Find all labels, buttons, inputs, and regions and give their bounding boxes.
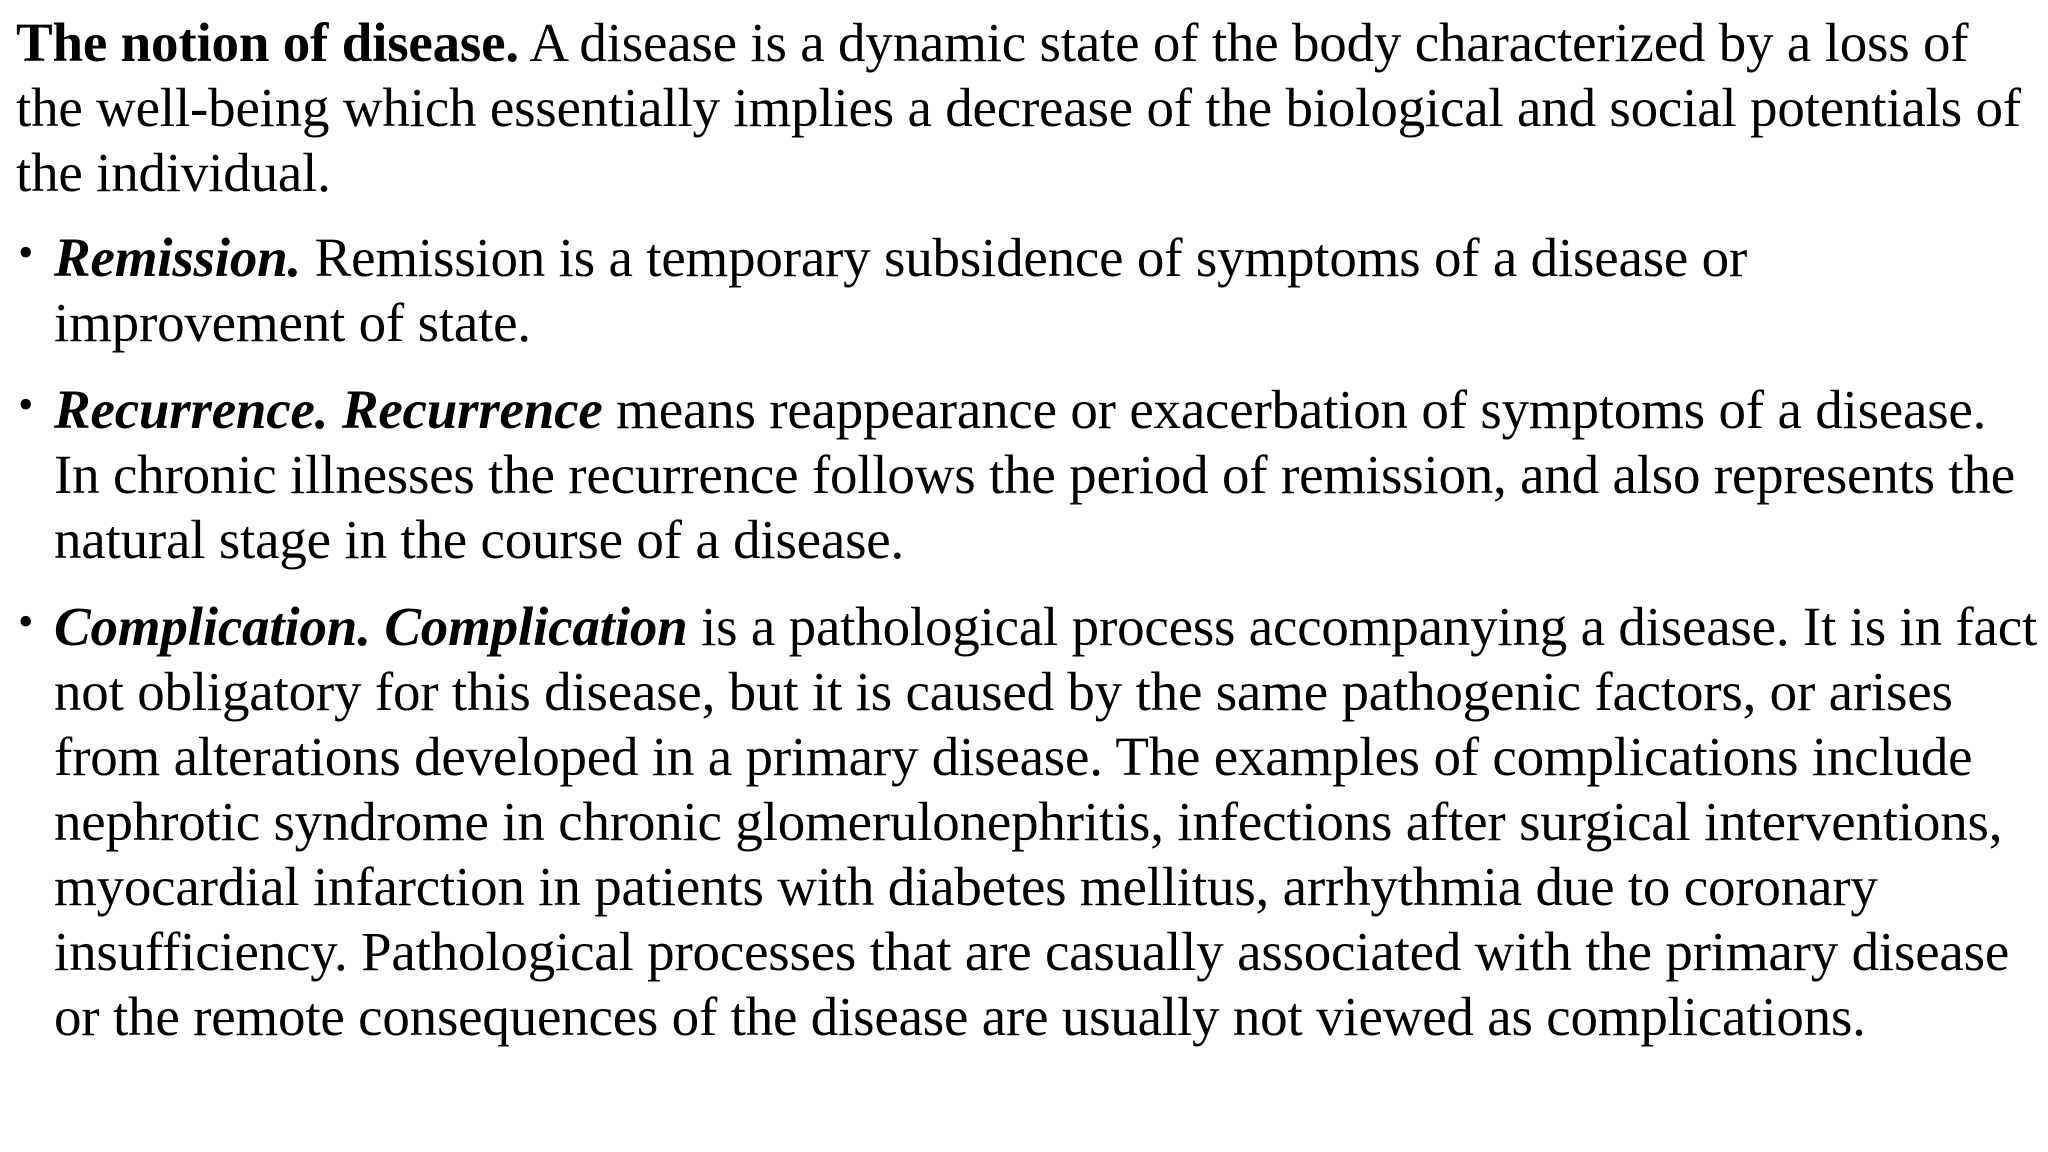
intro-term: The notion of disease.	[16, 12, 519, 73]
list-item-recurrence	[16, 377, 2044, 572]
definition-recurrence: means reappearance or exacerbation of symptoms of a disease. In chronic illnesses the recurrence follows the period of remission, and also represents the natural stage in the course of a disease.	[54, 379, 2015, 570]
definition-list	[16, 225, 2044, 1049]
definition-complication: is a pathological process accompanying a disease. It is in fact not obligatory for this disease, but it is caused by the same pathogenic factors, or arises from alterations developed in a primary disease. The examples of complications include nephrotic syndrome in chronic glomerulonephritis, infections after surgical interventions, myocardial infarction in patients with diabetes mellitus, arrhythmia due to coronary insufficiency. Pathological processes that are casually associated with the primary disease or the remote consequences of the disease are usually not viewed as complications.	[54, 596, 2038, 1047]
list-item-remission	[16, 225, 2044, 355]
term-complication: Complication.	[54, 596, 371, 657]
bullet-icon: •	[18, 228, 34, 277]
list-item-complication	[16, 594, 2044, 1049]
intro-text: A disease is a dynamic state of the body characterized by a loss of the well-being which essentially implies a decrease of the biological and social potentials of the individual.	[16, 12, 2021, 203]
term-complication-repeat: Complication	[384, 596, 688, 657]
definition-remission: Remission is a temporary subsidence of symptoms of a disease or improvement of state.	[54, 227, 1748, 353]
term-recurrence-repeat: Recurrence	[341, 379, 603, 440]
term-recurrence: Recurrence.	[54, 379, 329, 440]
bullet-icon: •	[18, 380, 34, 429]
text-body	[16, 10, 2044, 1049]
bullet-icon: •	[18, 597, 34, 646]
term-remission: Remission.	[54, 227, 302, 288]
intro-paragraph	[16, 10, 2044, 205]
